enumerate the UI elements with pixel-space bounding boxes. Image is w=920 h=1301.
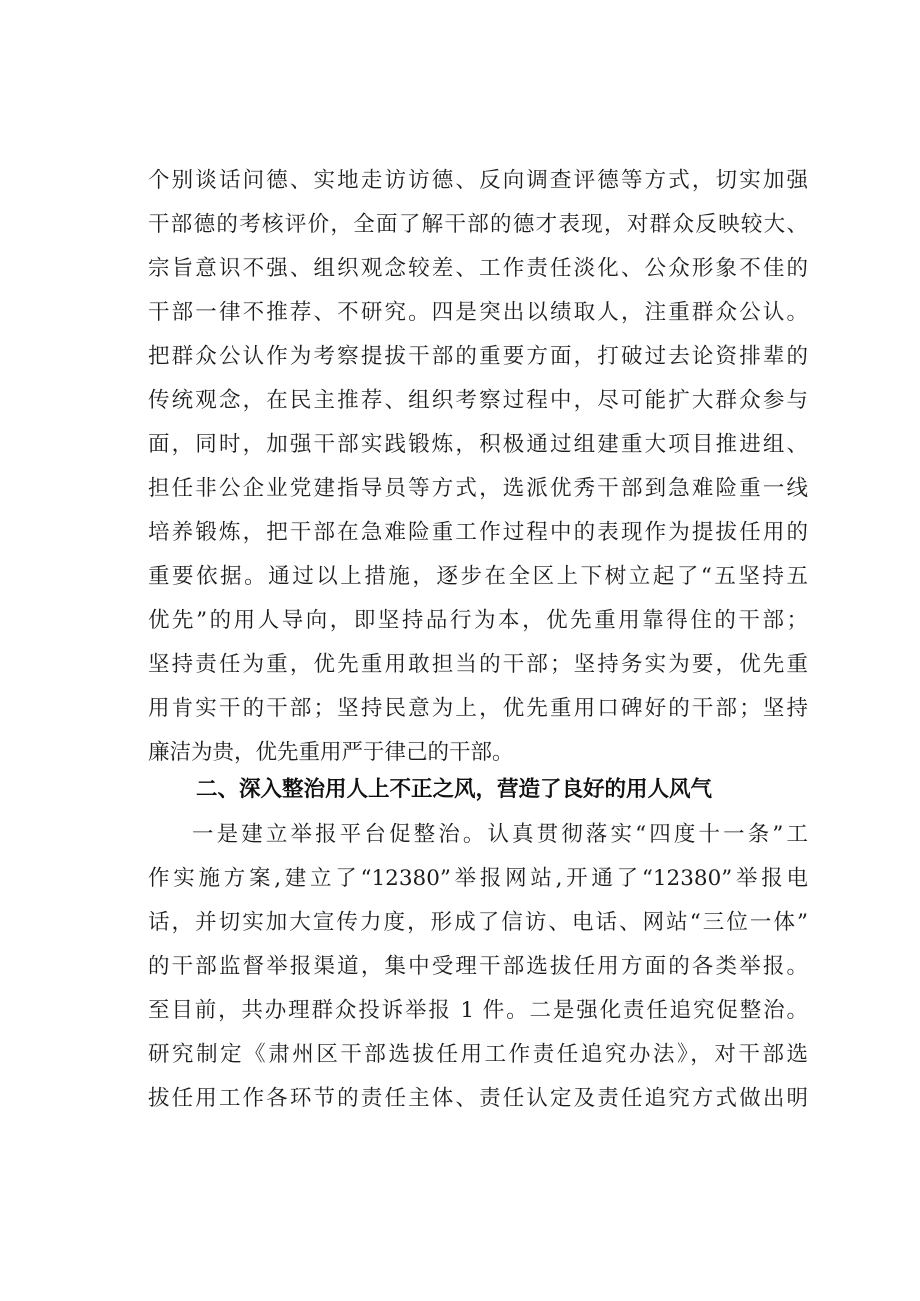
paragraph-1-line: 廉洁为贵，优先重用严于律己的干部。	[148, 740, 514, 765]
paragraph-1-line: 面，同时，加强干部实践锻炼，积极通过组建重大项目推进组、	[148, 432, 808, 457]
paragraph-1-line: 干部一律不推荐、不研究。四是突出以绩取人，注重群众公认。	[148, 300, 808, 325]
paragraph-1-line: 个别谈话问德、实地走访访德、反向调查评德等方式，切实加强	[148, 168, 808, 193]
paragraph-2-line: 话，并切实加大宣传力度，形成了信访、电话、网站“三位一体”	[148, 910, 808, 935]
paragraph-2-line: 的干部监督举报渠道，集中受理干部选拔任用方面的各类举报。	[148, 954, 808, 979]
paragraph-1-line: 担任非公企业党建指导员等方式，选派优秀干部到急难险重一线	[148, 476, 808, 501]
paragraph-1-line: 把群众公认作为考察提拔干部的重要方面，打破过去论资排辈的	[148, 344, 808, 369]
paragraph-1-line: 传统观念，在民主推荐、组织考察过程中，尽可能扩大群众参与	[148, 388, 808, 413]
paragraph-1-line: 重要依据。通过以上措施，逐步在全区上下树立起了“五坚持五	[148, 564, 808, 589]
paragraph-1-line: 宗旨意识不强、组织观念较差、工作责任淡化、公众形象不佳的	[148, 256, 808, 281]
paragraph-2-line: 拔任用工作各环节的责任主体、责任认定及责任追究方式做出明	[148, 1086, 808, 1111]
paragraph-1-line: 培养锻炼，把干部在急难险重工作过程中的表现作为提拔任用的	[148, 520, 808, 545]
paragraph-2-line: 至目前，共办理群众投诉举报 1 件。二是强化责任追究促整治。	[148, 998, 808, 1023]
paragraph-2-line: 研究制定《肃州区干部选拔任用工作责任追究办法》，对干部选	[148, 1042, 808, 1067]
paragraph-1-line: 干部德的考核评价，全面了解干部的德才表现，对群众反映较大、	[148, 212, 808, 237]
paragraph-2-line: 一是建立举报平台促整治。认真贯彻落实“四度十一条”工	[192, 822, 808, 847]
section-heading: 二、深入整治用人上不正之风，营造了良好的用人风气	[196, 777, 713, 802]
paragraph-1-line: 用肯实干的干部；坚持民意为上，优先重用口碑好的干部；坚持	[148, 696, 808, 721]
paragraph-1-line: 坚持责任为重，优先重用敢担当的干部；坚持务实为要，优先重	[148, 652, 808, 677]
paragraph-1-line: 优先”的用人导向，即坚持品行为本，优先重用靠得住的干部；	[148, 608, 808, 633]
paragraph-2-line: 作实施方案,建立了“12380”举报网站,开通了“12380”举报电	[148, 866, 808, 891]
